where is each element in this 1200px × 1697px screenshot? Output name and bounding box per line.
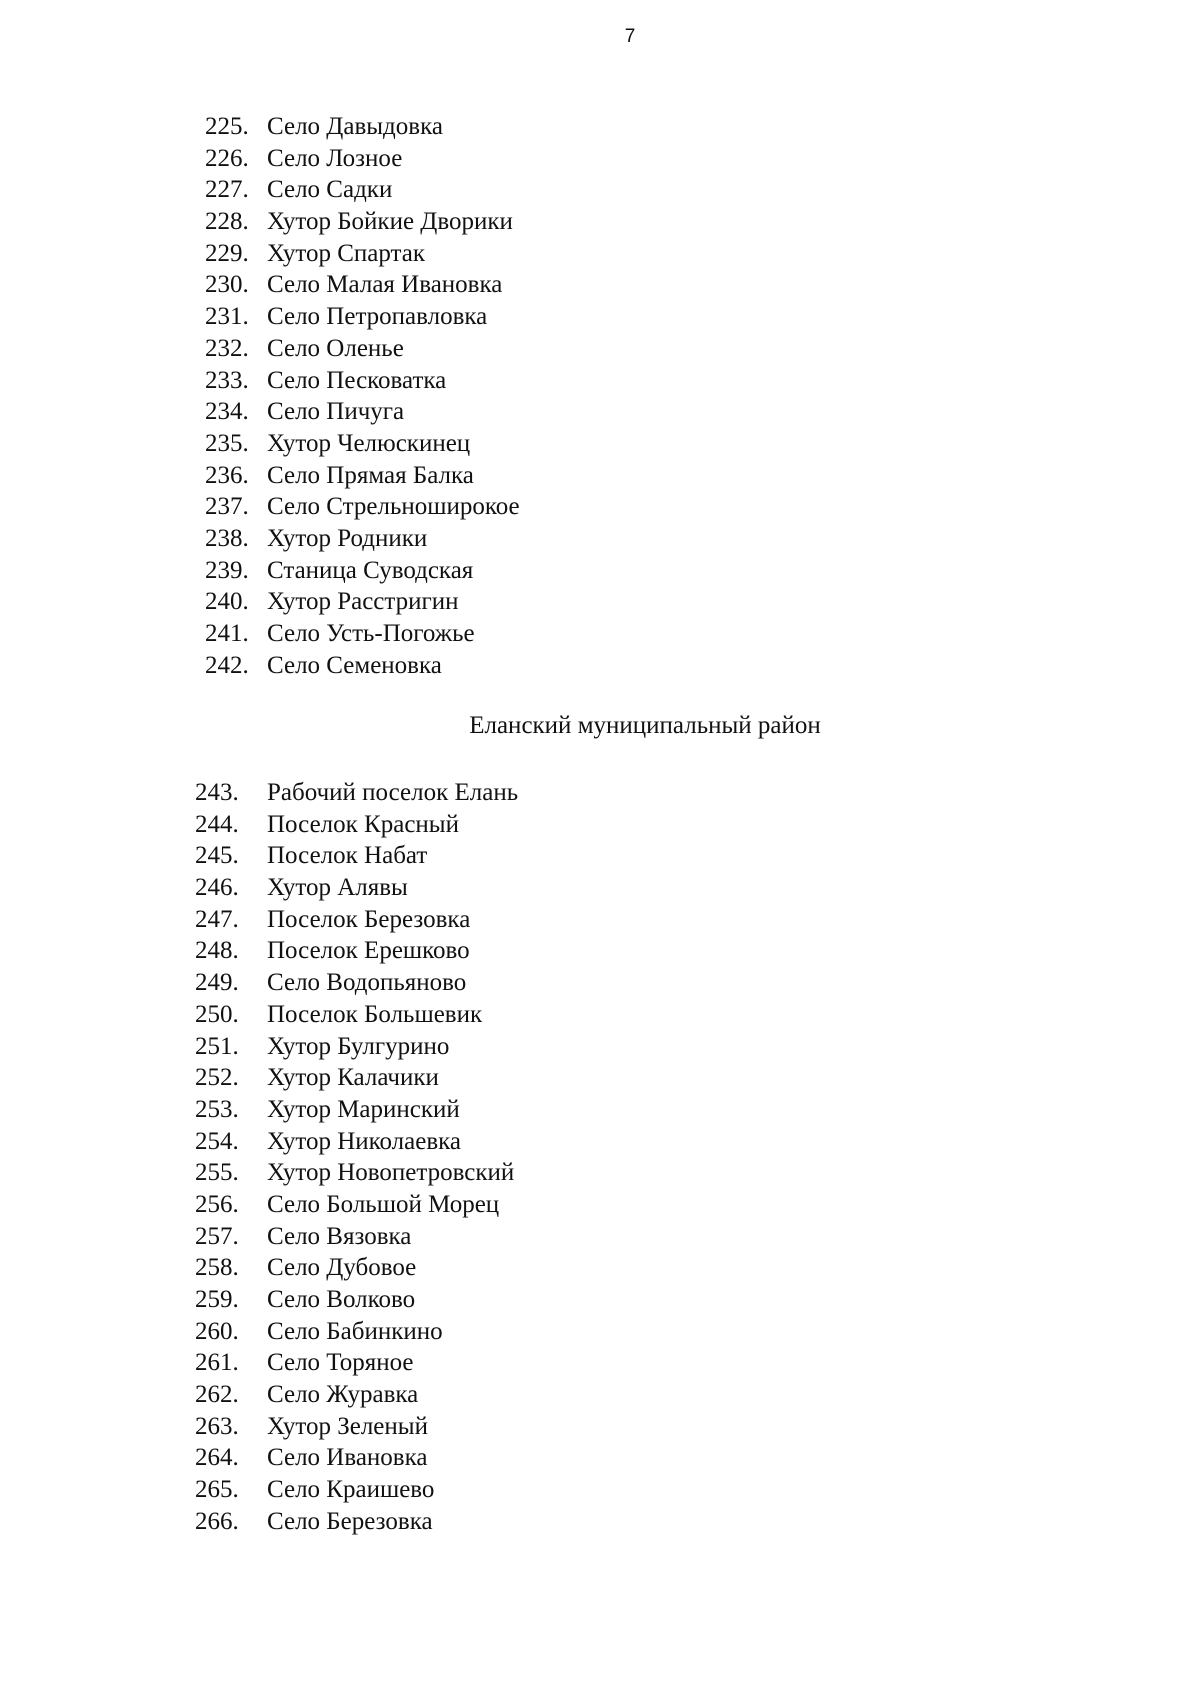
item-number: 240.: [205, 588, 249, 616]
item-number: 226.: [205, 144, 249, 172]
item-number: 257.: [195, 1222, 239, 1250]
item-number: 254.: [195, 1127, 239, 1155]
list-item: [0, 523, 520, 555]
settlement-name: Хутор Бойкие Дворики: [267, 208, 513, 236]
item-number: 243.: [195, 779, 239, 806]
item-number: 239.: [205, 556, 249, 584]
list-item: [0, 1157, 518, 1189]
item-number: 247.: [195, 905, 239, 933]
list-item: [0, 872, 518, 904]
settlement-list-a: [0, 111, 520, 681]
list-item: [0, 1221, 518, 1253]
settlement-name: Поселок Березовка: [267, 905, 471, 933]
item-number: 233.: [205, 366, 249, 394]
item-number: 265.: [195, 1476, 239, 1504]
item-number: 236.: [205, 461, 249, 489]
item-number: 261.: [195, 1349, 239, 1377]
item-number: 259.: [195, 1286, 239, 1313]
settlement-name: Село Водопьяново: [267, 969, 467, 997]
settlement-name: Хутор Расстригин: [267, 588, 459, 616]
list-item: [0, 301, 520, 333]
item-number: 231.: [205, 303, 249, 331]
settlement-name: Село Стрельноширокое: [267, 493, 520, 521]
section-heading: Еланский муниципальный район: [469, 712, 821, 739]
list-item: [0, 967, 518, 999]
settlement-name: Село Оленье: [267, 334, 404, 362]
item-number: 229.: [205, 239, 249, 267]
item-number: 248.: [195, 937, 239, 965]
item-number: 249.: [195, 969, 239, 997]
item-number: 251.: [195, 1032, 239, 1060]
item-number: 264.: [195, 1444, 239, 1472]
list-item: [0, 428, 520, 460]
settlement-name: Село Прямая Балка: [267, 461, 474, 489]
item-number: 238.: [205, 524, 249, 552]
list-item: [0, 238, 520, 270]
list-item: [0, 904, 518, 936]
list-item: [0, 1442, 518, 1474]
list-item: [0, 1284, 518, 1316]
item-number: 232.: [205, 334, 249, 362]
list-item: [0, 586, 520, 618]
list-item: [0, 1189, 518, 1221]
list-item: [0, 1252, 518, 1284]
list-item: [0, 840, 518, 872]
list-item: [0, 269, 520, 301]
list-item: [0, 491, 520, 523]
settlement-name: Село Журавка: [267, 1381, 419, 1409]
list-item: [0, 365, 520, 397]
list-item: [0, 650, 520, 682]
settlement-name: Поселок Набат: [267, 842, 428, 870]
list-item: [0, 206, 520, 238]
settlement-name: Село Волково: [267, 1286, 416, 1313]
settlement-name: Село Березовка: [267, 1507, 433, 1535]
settlement-name: Село Песковатка: [267, 366, 447, 394]
settlement-name: Хутор Родники: [267, 524, 428, 552]
item-number: 250.: [195, 1000, 239, 1028]
settlement-name: Хутор Маринский: [267, 1095, 460, 1123]
list-item: [0, 1474, 518, 1506]
settlement-name: Хутор Калачики: [267, 1064, 439, 1092]
settlement-name: Хутор Челюскинец: [267, 429, 471, 457]
item-number: 244.: [195, 810, 239, 838]
list-item: [0, 1379, 518, 1411]
list-item: [0, 143, 520, 175]
list-item: [0, 999, 518, 1031]
list-item: [0, 1031, 518, 1063]
item-number: 235.: [205, 429, 249, 457]
item-number: 227.: [205, 176, 249, 204]
settlement-name: Село Бабинкино: [267, 1317, 443, 1345]
item-number: 225.: [205, 113, 249, 140]
list-item: [0, 396, 520, 428]
item-number: 263.: [195, 1412, 239, 1440]
settlement-name: Станица Суводская: [267, 556, 474, 584]
item-number: 237.: [205, 493, 249, 521]
item-number: 252.: [195, 1064, 239, 1092]
settlement-name: Поселок Ерешково: [267, 937, 470, 965]
list-item: [0, 460, 520, 492]
list-item: [0, 777, 518, 809]
list-item: [0, 1347, 518, 1379]
settlement-name: Село Дубовое: [267, 1254, 417, 1282]
item-number: 228.: [205, 208, 249, 236]
settlement-name: Хутор Булгурино: [267, 1032, 450, 1060]
settlement-name: Рабочий поселок Елань: [267, 779, 519, 806]
list-item: [0, 333, 520, 365]
settlement-list-b: [0, 777, 518, 1538]
item-number: 230.: [205, 271, 249, 299]
settlement-name: Село Ивановка: [267, 1444, 428, 1472]
settlement-name: Село Лозное: [267, 144, 403, 172]
settlement-name: Хутор Николаевка: [267, 1127, 462, 1155]
settlement-name: Село Пичуга: [267, 398, 405, 426]
page-number: 7: [624, 26, 636, 47]
settlement-name: Село Краишево: [267, 1476, 435, 1504]
item-number: 241.: [205, 620, 249, 647]
item-number: 242.: [205, 651, 249, 679]
item-number: 266.: [195, 1507, 239, 1535]
item-number: 246.: [195, 874, 239, 902]
list-item: [0, 935, 518, 967]
list-item: [0, 174, 520, 206]
item-number: 245.: [195, 842, 239, 870]
list-item: [0, 555, 520, 587]
settlement-name: Поселок Большевик: [267, 1000, 483, 1028]
item-number: 260.: [195, 1317, 239, 1345]
settlement-name: Село Торяное: [267, 1349, 414, 1377]
settlement-name: Село Вязовка: [267, 1222, 412, 1250]
item-number: 258.: [195, 1254, 239, 1282]
item-number: 253.: [195, 1095, 239, 1123]
settlement-name: Село Семеновка: [267, 651, 442, 679]
list-item: [0, 1126, 518, 1158]
settlement-name: Хутор Зеленый: [267, 1412, 428, 1440]
list-item: [0, 618, 520, 650]
settlement-name: Село Усть-Погожье: [267, 620, 475, 647]
item-number: 262.: [195, 1381, 239, 1409]
settlement-name: Хутор Новопетровский: [267, 1159, 515, 1187]
settlement-name: Хутор Алявы: [267, 874, 408, 902]
list-item: [0, 1411, 518, 1443]
settlement-name: Село Петропавловка: [267, 303, 488, 331]
list-item: [0, 1062, 518, 1094]
item-number: 255.: [195, 1159, 239, 1187]
settlement-name: Село Садки: [267, 176, 393, 204]
list-item: [0, 1094, 518, 1126]
item-number: 256.: [195, 1190, 239, 1218]
item-number: 234.: [205, 398, 249, 426]
settlement-name: Село Малая Ивановка: [267, 271, 503, 299]
list-item: [0, 1316, 518, 1348]
settlement-name: Поселок Красный: [267, 810, 459, 838]
settlement-name: Село Большой Морец: [267, 1190, 500, 1218]
settlement-name: Село Давыдовка: [267, 113, 443, 140]
settlement-name: Хутор Спартак: [267, 239, 425, 267]
list-item: [0, 111, 520, 143]
list-item: [0, 809, 518, 841]
list-item: [0, 1506, 518, 1538]
